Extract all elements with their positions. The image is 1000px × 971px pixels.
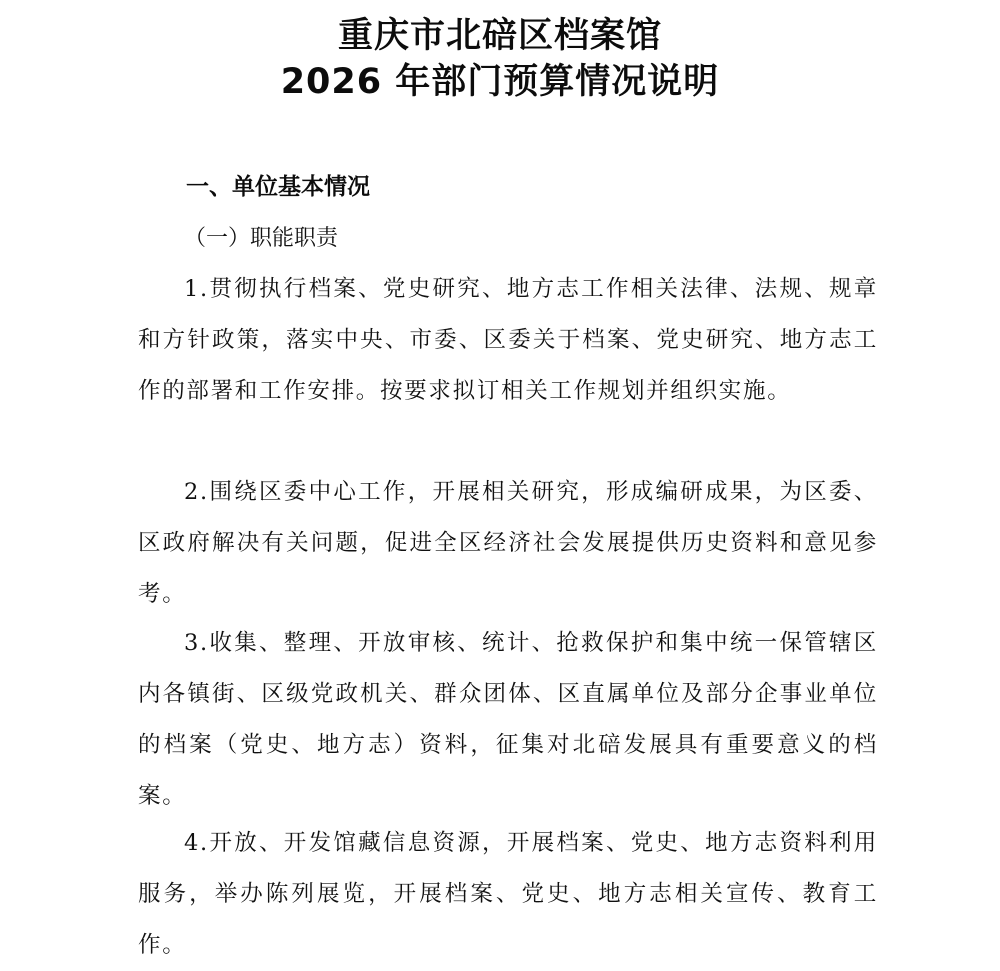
document-title-line-1: 重庆市北碚区档案馆	[337, 16, 662, 56]
paragraph-duty-2: 2.围绕区委中心工作，开展相关研究，形成编研成果，为区委、区政府解决有关问题，促进全区经济社会发展提供历史资料和意见参考。	[138, 479, 878, 607]
document-title-line-2: 2026 年部门预算情况说明	[280, 62, 720, 102]
section-heading: 一、单位基本情况	[186, 174, 370, 200]
subsection-heading: （一）职能职责	[184, 226, 339, 251]
paragraph-duty-3: 3.收集、整理、开放审核、统计、抢救保护和集中统一保管辖区内各镇街、区级党政机关、群众团体、区直属单位及部分企事业单位的档案（党史、地方志）资料，征集对北碚发展具有重要意义的档案。	[138, 630, 878, 809]
paragraph-duty-1: 1.贯彻执行档案、党史研究、地方志工作相关法律、法规、规章和方针政策，落实中央、市委、区委关于档案、党史研究、地方志工作的部署和工作安排。按要求拟订相关工作规划并组织实施。	[138, 276, 878, 404]
paragraph-duty-4: 4.开放、开发馆藏信息资源，开展档案、党史、地方志资料利用服务，举办陈列展览，开展档案、党史、地方志相关宣传、教育工作。	[138, 830, 878, 958]
